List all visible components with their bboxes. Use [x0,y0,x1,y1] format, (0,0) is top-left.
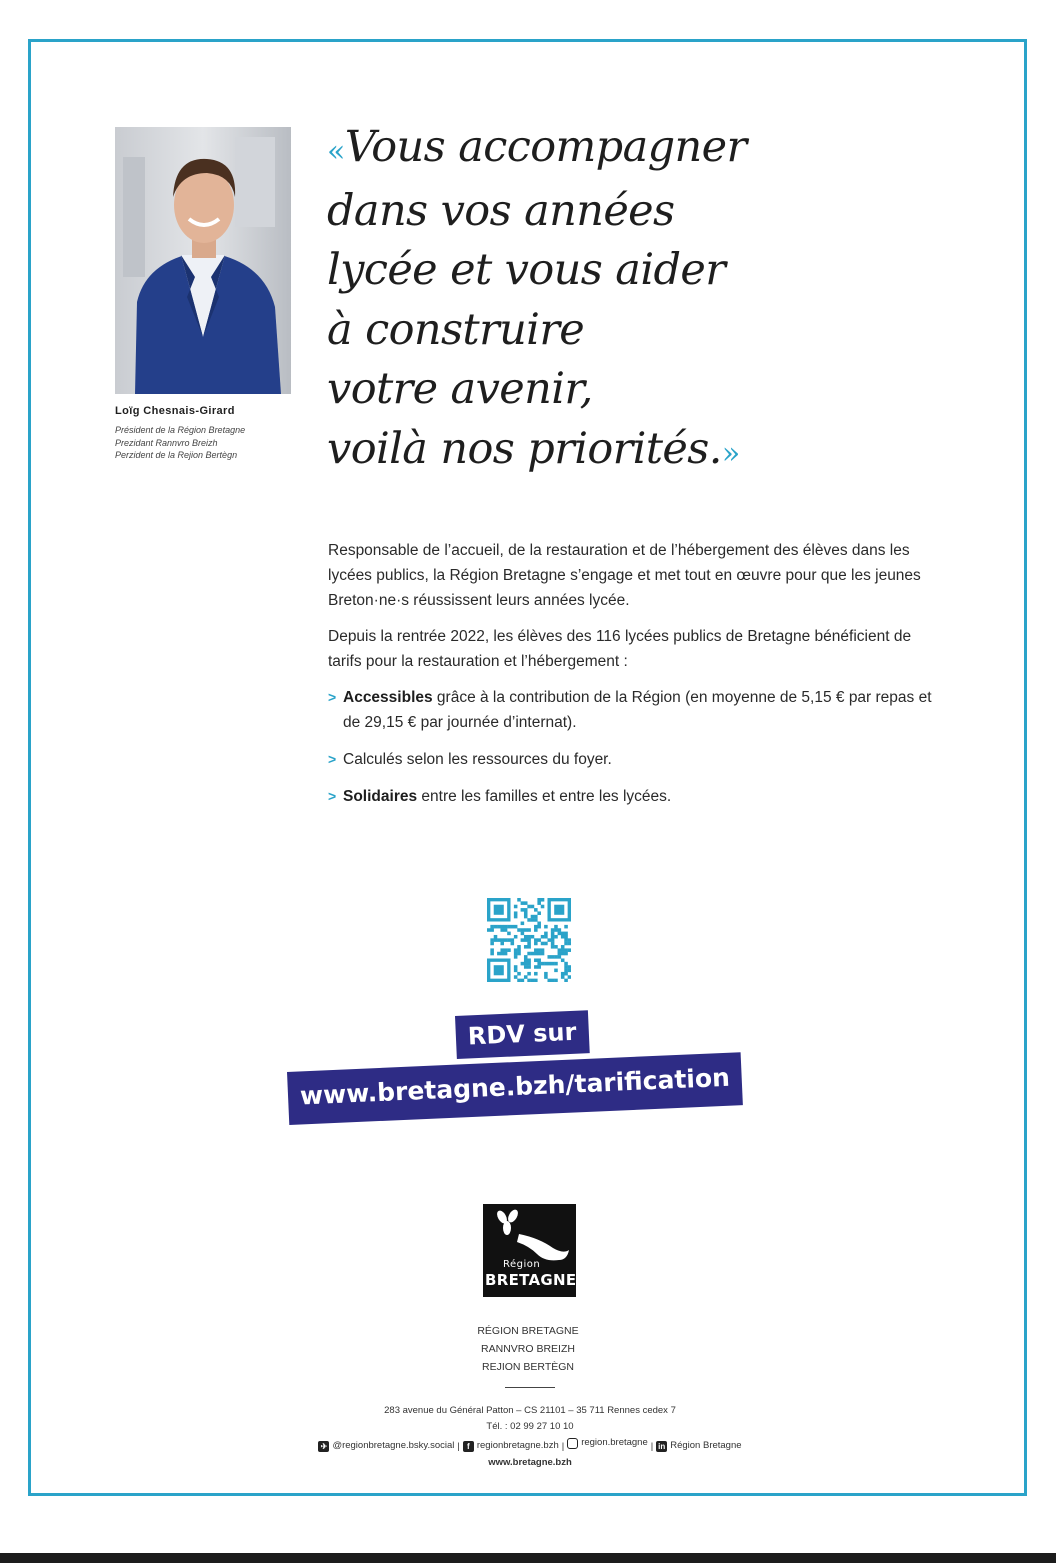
list-item: > Calculés selon les ressources du foyer. [328,747,948,772]
body-paragraph-1: Responsable de l’accueil, de la restauration et de l’hébergement des élèves dans les lycées publics, la Région Bretagne s’engage et met tout en œuvre pour que les jeunes Breton·ne·s réussissent leurs années lycée. [328,542,921,609]
phone: Tél. : 02 99 27 10 10 [486,1421,574,1432]
instagram-link[interactable]: region.bretagne [567,1435,648,1451]
scan-edge [0,1553,1056,1563]
separator: | [650,1440,654,1452]
tariff-list [328,685,948,809]
org-names [428,1322,628,1376]
body-text [328,538,948,821]
quote-line-1: «Vous accompagner [327,122,747,172]
person-role-br: Prezidant Rannvro Breizh [115,437,218,448]
logo-text-region: Région [503,1259,541,1270]
separator: | [561,1440,565,1452]
divider [505,1387,555,1388]
list-item: > Solidaires entre les familles et entre les lycées. [328,784,948,809]
bluesky-icon: ✈ [318,1441,329,1452]
social-links [230,1435,830,1455]
address: 283 avenue du Général Patton – CS 21101 – 35 711 Rennes cedex 7 [384,1405,676,1416]
person-name: Loïg Chesnais-Girard [115,405,235,417]
portrait-photo [115,127,291,394]
logo-text-bretagne: BRETAGNE [485,1271,577,1289]
photo-caption [115,405,315,462]
person-role-fr: Président de la Région Bretagne [115,425,246,435]
org-name-br: RANNVRO BREIZH [481,1343,575,1355]
list-item: > Accessibles grâce à la contribution de la Région (en moyenne de 5,15 € par repas et de 29,15 € par journée d’internat). [328,685,948,735]
quote-line-3: lycée et vous aider [327,245,726,295]
footer [230,1403,830,1471]
quote-line-6: voilà nos priorités.» [327,423,740,474]
chevron-right-icon: > [328,751,337,767]
facebook-link[interactable]: f regionbretagne.bzh [463,1438,559,1454]
person-role-ga: Perzident de la Rejion Bertègn [115,450,238,460]
region-logo [483,1204,576,1297]
linkedin-link[interactable]: in Région Bretagne [658,1440,742,1451]
headline-quote [327,118,887,483]
qr-code[interactable] [487,898,571,982]
separator: | [457,1440,460,1452]
instagram-icon [567,1438,578,1449]
facebook-icon: f [463,1441,474,1452]
quote-line-2: dans vos années [327,185,675,236]
quote-open-mark: « [327,134,345,169]
quote-close-mark: » [721,435,740,471]
linkedin-icon: in [658,1441,666,1451]
cta-label: RDV sur [455,1010,589,1059]
body-paragraph-2: Depuis la rentrée 2022, les élèves des 116 lycées publics de Bretagne bénéficient de tarifs pour la restauration et l’hébergement : [328,628,912,670]
org-name-fr: RÉGION BRETAGNE [477,1325,579,1337]
bluesky-link[interactable]: ✈ @regionbretagne.bsky.social [318,1438,454,1454]
chevron-right-icon: > [328,689,337,705]
quote-line-5: votre avenir, [327,364,593,414]
quote-line-4: à construire [327,304,585,355]
cta-url-link[interactable]: www.bretagne.bzh/tarification [287,1052,743,1125]
website-link[interactable]: www.bretagne.bzh [488,1456,572,1468]
chevron-right-icon: > [328,788,337,804]
org-name-ga: REJION BERTÈGN [482,1361,574,1373]
